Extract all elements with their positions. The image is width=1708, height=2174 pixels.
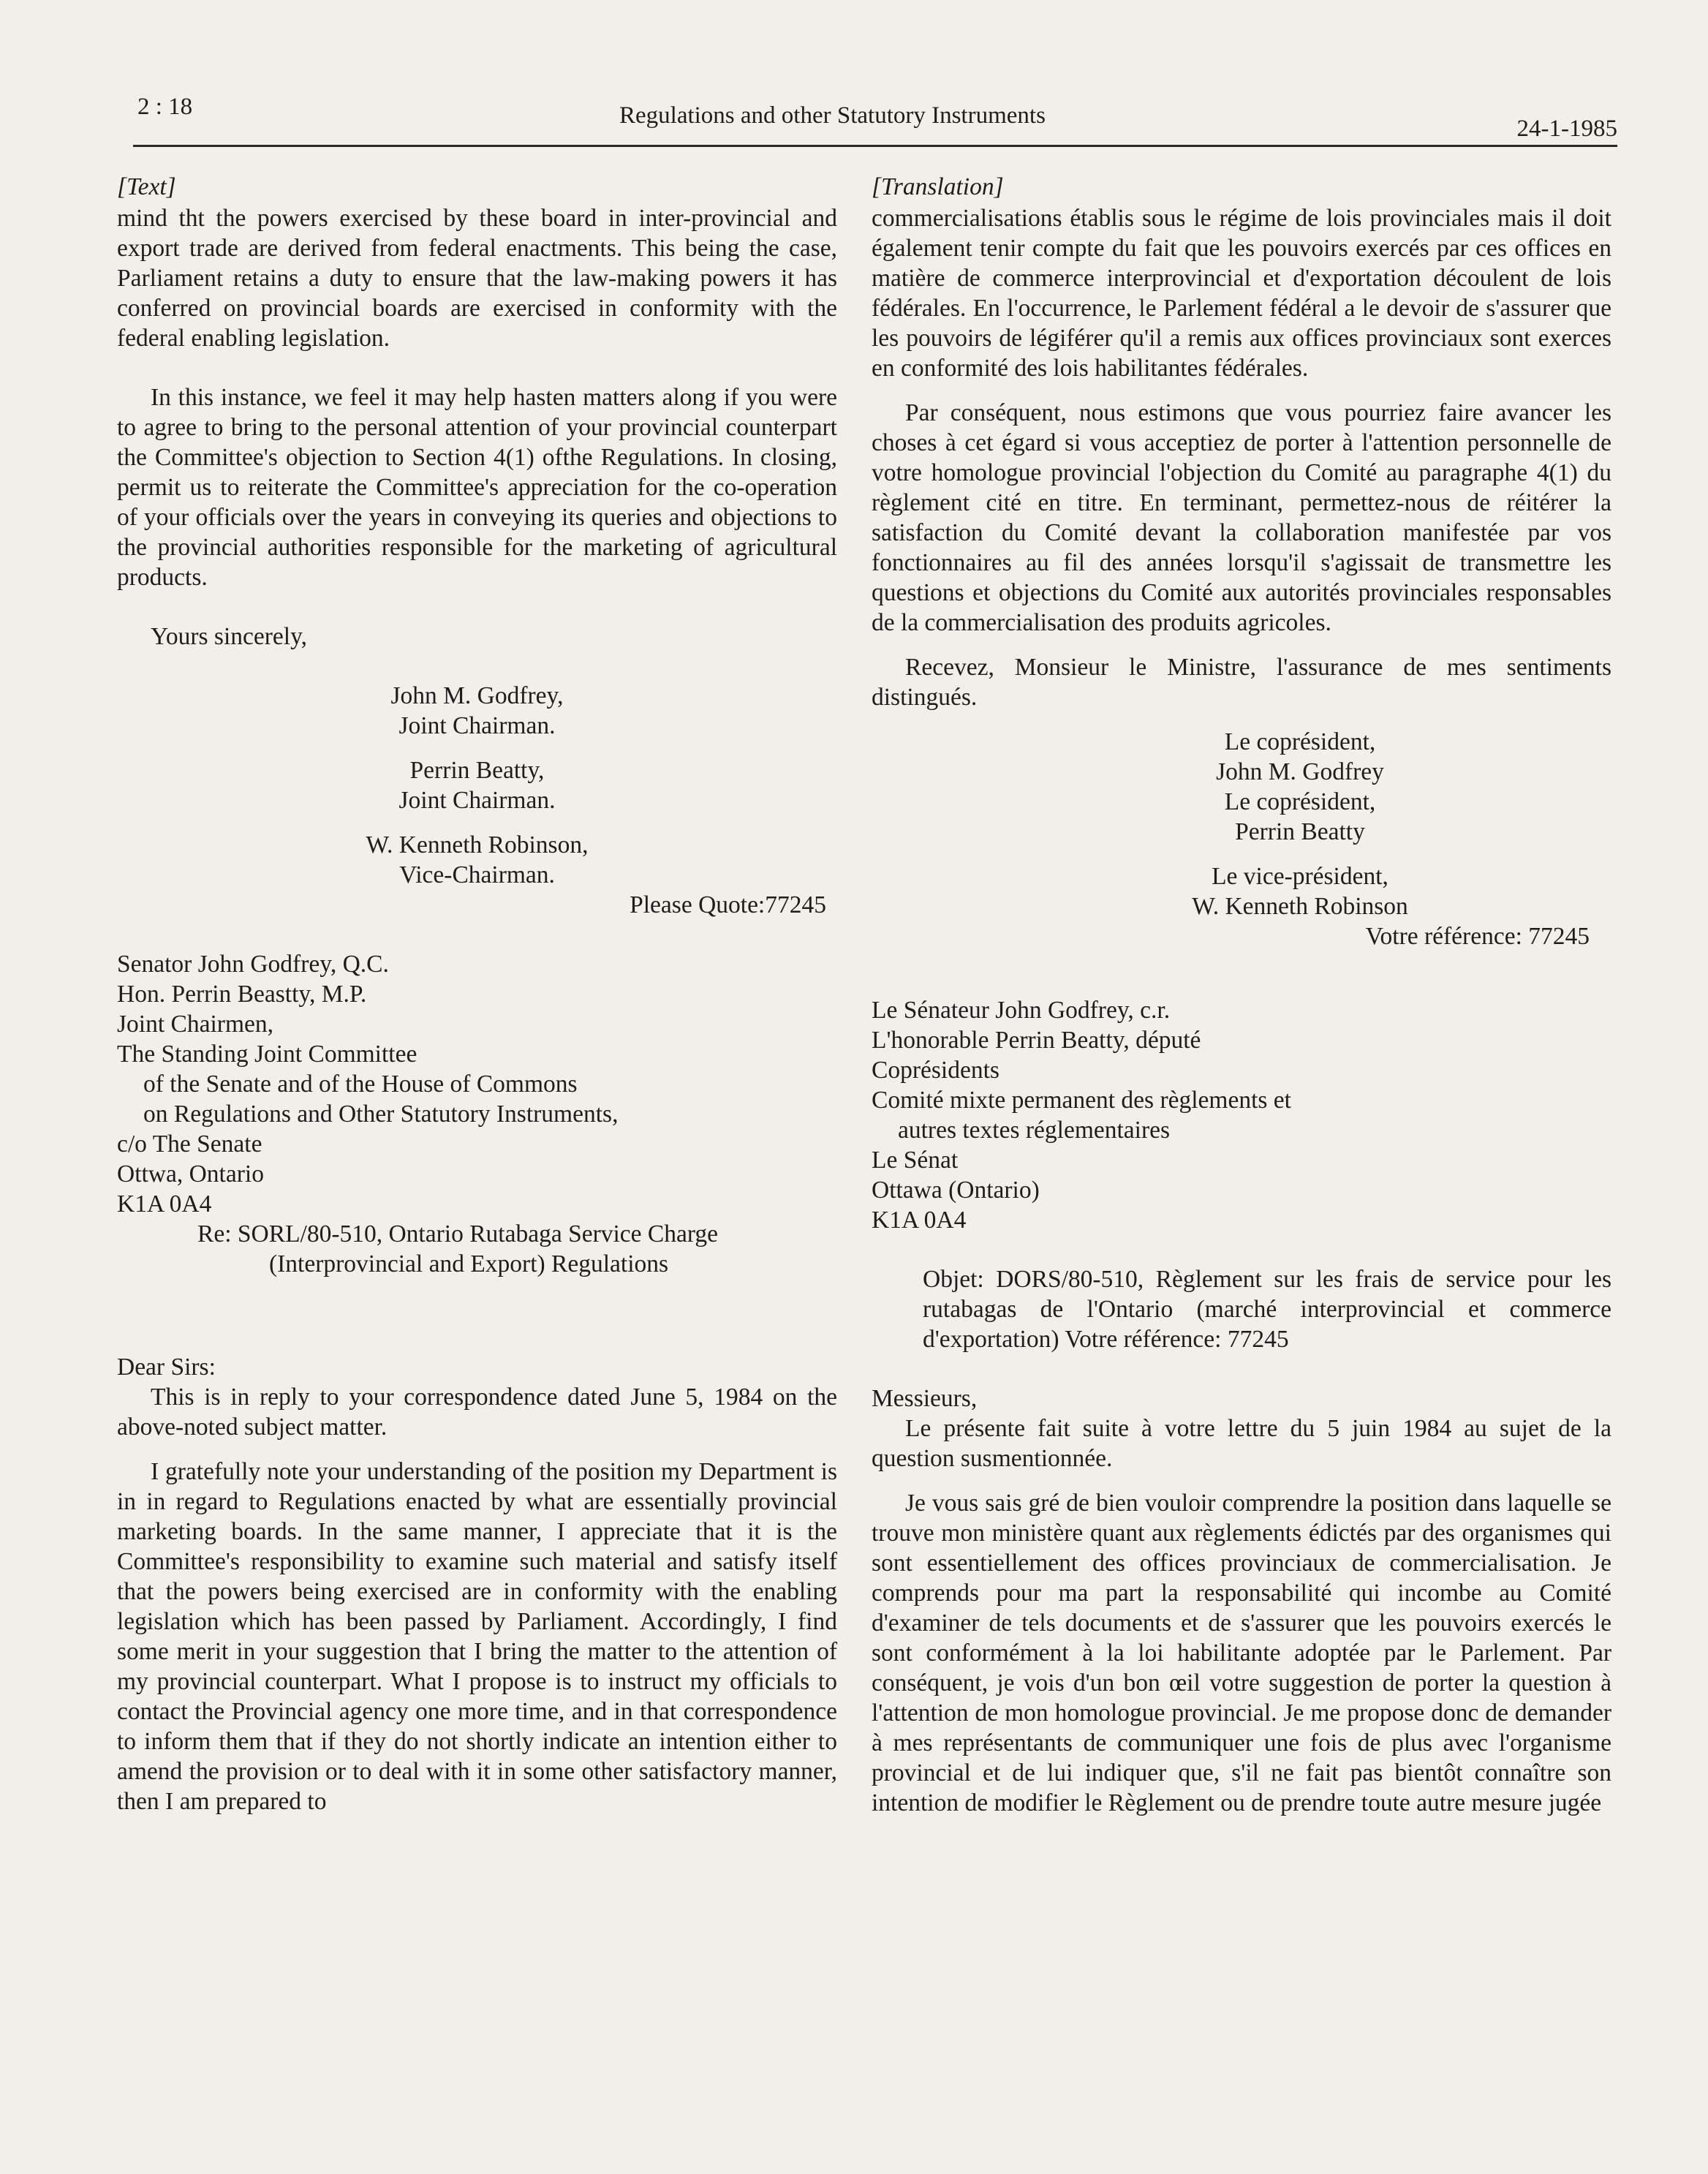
objet-text: Objet: DORS/80-510, Règlement sur les frais de service pour les rutabagas de l'Ontario (marché interprovincial et commerce d'exportation) Votre référence: 77245 <box>923 1266 1611 1353</box>
address-line: on Regulations and Other Statutory Instruments, <box>143 1101 619 1128</box>
paragraph: I gratefully note your understanding of the position my Department is in in regard to Regulations enacted by what are essentially provincial marketing boards. In the same manner, I appreciate that it is the Committee's responsibility to examine such material and satisfy itself that the powers being exercised are in conformity with the enabling legislation which has been passed by Parliament. Accordingly, I find some merit in your suggestion that I bring the matter to the attention of my provincial counterpart. What I propose is to instruct my officials to contact the Provincial agency one more time, and in that correspondence to inform them that if they do not shortly indicate an intention either to amend the provision or to deal with it in some other satisfactory manner, then I am prepared to <box>117 1458 837 1815</box>
issue-date: 24-1-1985 <box>1516 116 1617 142</box>
address-block <box>872 995 1611 1235</box>
signatory-title: Vice-Chairman. <box>399 861 555 888</box>
address-line: of the Senate and of the House of Commons <box>143 1071 578 1098</box>
subject-line-2: (Interprovincial and Export) Regulations <box>269 1250 669 1277</box>
signatory-name: John M. Godfrey, <box>390 682 564 709</box>
page-number: 2 : 18 <box>137 94 193 120</box>
paragraph: Recevez, Monsieur le Ministre, l'assurance de mes sentiments distingués. <box>872 654 1611 711</box>
address-line: K1A 0A4 <box>872 1207 967 1234</box>
subject-line <box>117 1219 837 1279</box>
address-line: Ottawa (Ontario) <box>872 1177 1040 1204</box>
address-line: Coprésidents <box>872 1057 1000 1084</box>
subject-line-1: Re: SORL/80-510, Ontario Rutabaga Service Charge <box>197 1220 719 1248</box>
paragraph: Le présente fait suite à votre lettre du 5 juin 1984 au sujet de la question susmentionnée. <box>872 1415 1611 1472</box>
paragraph: Je vous sais gré de bien vouloir comprendre la position dans laquelle se trouve mon ministère quant aux règlements édictés par des organismes qui sont essentiellement des offices provinciaux de commercialisation. Je comprends pour ma part la responsabilité qui incombe au Comité d'examiner de tels documents et de s'assurer que les pouvoirs exercés le sont conformément à la loi habilitante adoptée par le Parlement. Par conséquent, je vois d'un bon œil votre suggestion de porter la question à l'attention de mon homologue provincial. Je me propose donc de demander à mes représentants de communiquer une fois de plus avec l'organisme provincial et de lui indiquer que, s'il ne fait pas bientôt connaître son intention de modifier le Règlement ou de prendre toute autre mesure jugée <box>872 1490 1611 1816</box>
address-line: Senator John Godfrey, Q.C. <box>117 951 389 978</box>
signature-block <box>872 727 1611 921</box>
address-line: Comité mixte permanent des règlements et <box>872 1087 1291 1114</box>
translation-label: [Translation] <box>872 173 1004 200</box>
signatory-title: Joint Chairman. <box>398 787 556 814</box>
signatory-name: W. Kenneth Robinson, <box>366 831 589 858</box>
address-line: autres textes réglementaires <box>898 1117 1171 1144</box>
address-line: c/o The Senate <box>117 1131 262 1158</box>
paragraph: In this instance, we feel it may help hasten matters along if you were to agree to bring to the personal attention of your provincial counterpart the Committee's objection to Section 4(1) ofthe Regulations. In closing, permit us to reiterate the Committee's appreciation for the co-operation of your officials over the years in conveying its queries and objections to the provincial authorities responsible for the marketing of agricultural products. <box>117 384 837 591</box>
address-line: The Standing Joint Committee <box>117 1041 417 1068</box>
salutation: Dear Sirs: <box>117 1354 216 1381</box>
subject-line <box>872 1264 1611 1354</box>
closing: Yours sincerely, <box>151 623 308 650</box>
signature-block <box>117 681 837 890</box>
signatory-title: Le coprésident, <box>1224 788 1376 815</box>
address-line: Le Sénat <box>872 1147 959 1174</box>
address-line: Ottwa, Ontario <box>117 1160 264 1188</box>
english-column <box>117 172 837 1816</box>
address-block <box>117 949 837 1219</box>
your-reference: Votre référence: 77245 <box>1365 923 1590 950</box>
signatory-name: W. Kenneth Robinson <box>1192 893 1408 920</box>
address-line: Hon. Perrin Beastty, M.P. <box>117 981 367 1008</box>
salutation: Messieurs, <box>872 1385 978 1412</box>
signatory-name: Perrin Beatty <box>1235 818 1365 845</box>
french-column <box>872 172 1611 1818</box>
address-line: Joint Chairmen, <box>117 1011 274 1038</box>
signatory-title: Le coprésident, <box>1224 728 1376 755</box>
quote-reference: Please Quote:77245 <box>630 891 826 918</box>
text-label: [Text] <box>117 173 176 200</box>
paragraph: This is in reply to your correspondence dated June 5, 1984 on the above-noted subject matter. <box>117 1384 837 1441</box>
signatory-name: Perrin Beatty, <box>409 757 545 784</box>
signatory-title: Le vice-président, <box>1212 863 1388 890</box>
signatory-title: Joint Chairman. <box>398 712 556 739</box>
address-line: L'honorable Perrin Beatty, député <box>872 1027 1201 1054</box>
paragraph: mind tht the powers exercised by these board in inter-provincial and export trade are derived from federal enactments. This being the case, Parliament retains a duty to ensure that the law-making powers it has conferred on provincial boards are exercised in conformity with the federal enabling legislation. <box>117 205 837 352</box>
signatory-name: John M. Godfrey <box>1216 758 1384 785</box>
paragraph: commercialisations établis sous le régime de lois provinciales mais il doit également tenir compte du fait que les pouvoirs exercés par ces offices en matière de commerce interprovincial et d'exportation découlent de lois fédérales. En l'occurrence, le Parlement fédéral a le devoir de s'assurer que les pouvoirs de légiférer qu'il a remis aux offices provinciaux sont exerces en conformité des lois habilitantes fédérales. <box>872 205 1611 382</box>
paragraph: Par conséquent, nous estimons que vous pourriez faire avancer les choses à cet égard si vous acceptiez de porter à l'attention personnelle de votre homologue provincial l'objection du Comité au paragraphe 4(1) du règlement cité en titre. En terminant, permettez-nous de réitérer la satisfaction du Comité devant la collaboration manifestée par vos fonctionnaires au fil des années lorsqu'il s'agissait de transmettre les questions et objections du Comité aux autorités provinciales responsables de la commercialisation des produits agricoles. <box>872 399 1611 636</box>
page-header <box>133 86 1617 147</box>
address-line: Le Sénateur John Godfrey, c.r. <box>872 997 1171 1024</box>
address-line: K1A 0A4 <box>117 1190 212 1218</box>
running-title: Regulations and other Statutory Instruments <box>619 102 1046 129</box>
